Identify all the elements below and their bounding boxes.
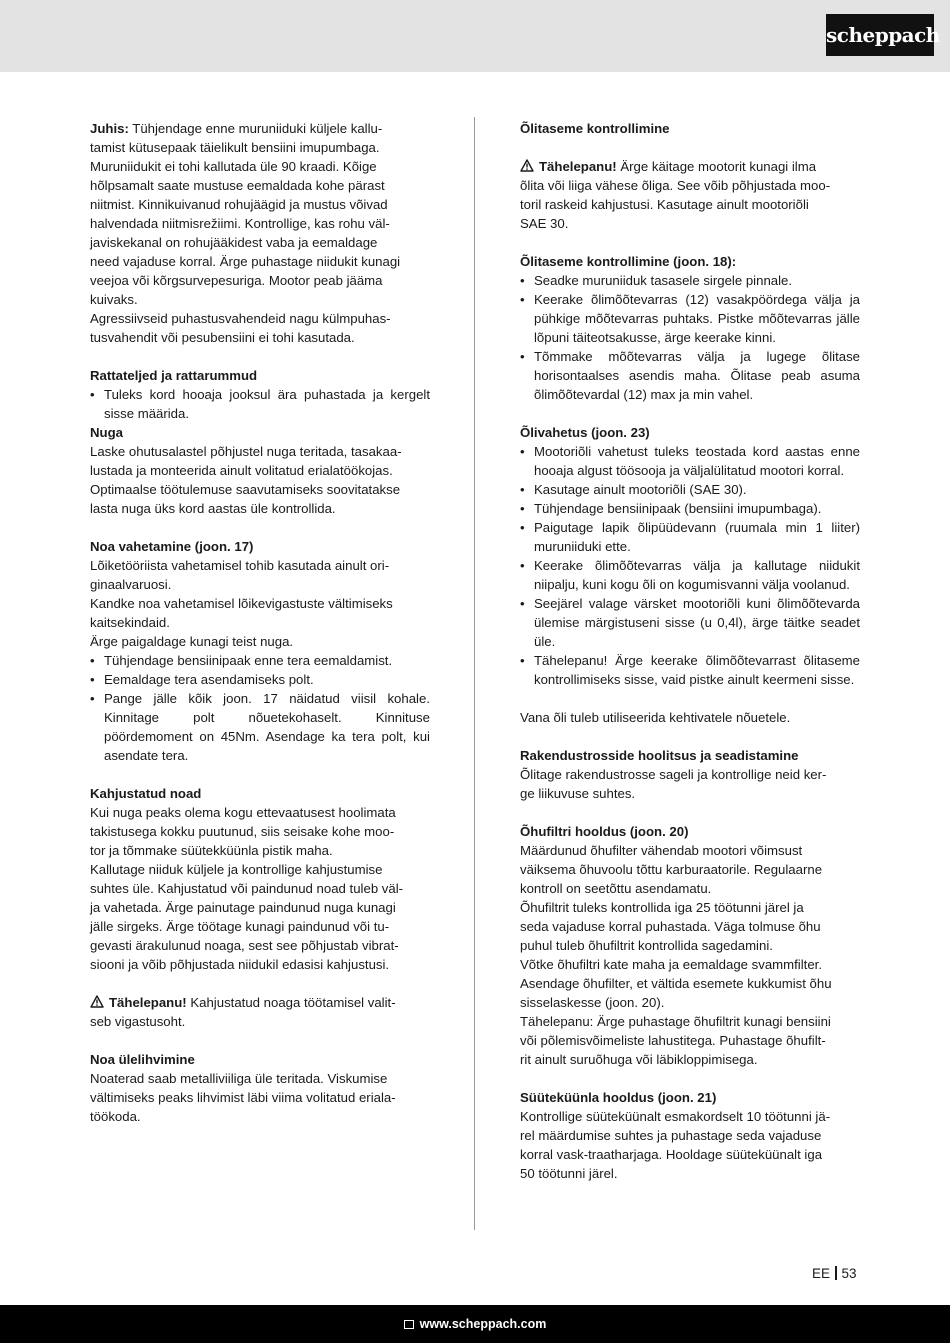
section-heading: Noa vahetamine (joon. 17) [90,539,254,554]
text-line: väiksema õhuvoolu tõttu karburaatorile. Regulaarne [520,862,823,877]
text-line: Kandke noa vahetamisel lõikevigastuste vältimiseks [90,596,393,611]
text-line: niitmist. Kinnikuivanud rohujäägid ja mustus võivad [90,197,388,212]
text-line: Kui nuga peaks olema kogu ettevaatusest hoolimata [90,805,396,820]
warning-icon [90,995,104,1008]
text-line: kuivaks. [90,292,138,307]
text-line: Kahjustatud noaga töötamisel valit- [186,995,396,1010]
text-line: vältimiseks peaks lihvimist läbi viima volitatud eriala- [90,1090,396,1105]
section-heading: Rattateljed ja rattarummud [90,368,258,383]
section-heading: Rakendustrosside hoolitsus ja seadistamine [520,748,799,763]
text-line: puhul tuleb õhufiltrit kontrollida sagedamini. [520,938,773,953]
text-line: ja vahetada. Ärge painutage paindunud nuga kunagi [90,900,396,915]
section-heading: Õlitaseme kontrollimine [520,121,670,136]
list-item: • Tühjendage bensiinipaak enne tera eemaldamist. [90,651,430,670]
paragraph [90,1069,430,1126]
list-item: • Seejärel valage värsket mootoriõli kuni õlimõõtevarda ülemise märgistuseni sisse (u 0,4l), ärge täitke seadet üle. [520,594,860,651]
text-line: Võtke õhufiltri kate maha ja eemaldage svammfilter. [520,957,822,972]
text-line: Laske ohutusalastel põhjustel nuga teritada, tasakaa- [90,444,402,459]
text-line: veejoa või kõrgsurvepesuriga. Mootor peab jääma [90,273,383,288]
bullet-list [90,651,430,765]
text-line: gevasti ärakulunud noaga, sest see põhjustab vibrat- [90,938,399,953]
text-line: Õlitage rakendustrosse sageli ja kontrollige neid ker- [520,767,827,782]
page-number-value: 53 [841,1266,857,1281]
paragraph [90,442,430,518]
text-line: seb vigastusoht. [90,1014,186,1029]
text-line: lasta nuga üks kord aastas üle kontrollida. [90,501,336,516]
text-line: korral vask-traatharjaga. Hooldage süüteküünalt iga [520,1147,823,1162]
text-line: hõlpsamalt saate mustuse eemaldada kohe pärast [90,178,385,193]
section-heading: Nuga [90,425,123,440]
text-line: sisselaskesse (joon. 20). [520,995,665,1010]
text-line: rit ainult suruõhuga või läbikloppimisega. [520,1052,758,1067]
text-line: õlita või liiga vähese õliga. See võib põhjustada moo- [520,178,831,193]
text-line: Optimaalse töötulemuse saavutamiseks soovitatakse [90,482,401,497]
warning-paragraph [90,993,430,1031]
bullet-list [520,271,860,404]
text-line: halvendada niitmisrežiimi. Kontrollige, kas rohu väl- [90,216,390,231]
text-line: Noaterad saab metalliviiliga üle teritada. Viskumise [90,1071,388,1086]
text-line: toril raskeid kahjustusi. Kasutage ainult mootoriõli [520,197,809,212]
text-line: kaitsekindaid. [90,615,170,630]
brand-logo: scheppach [826,14,934,56]
paragraph [520,765,860,803]
column-divider [474,117,475,1230]
text-line: Õhufiltrit tuleks kontrollida iga 25 töötunni järel ja [520,900,804,915]
text-line: 50 töötunni järel. [520,1166,618,1181]
text-line: Lõiketööriista vahetamisel tohib kasutada ainult ori- [90,558,390,573]
text-line: Kallutage niiduk küljele ja kontrollige kahjustumise [90,862,383,877]
text-line: seda vajaduse korral puhastada. Väga tolmuse õhu [520,919,821,934]
text-line: või põlemisvõimeliste lahustitega. Puhastage õhufilt- [520,1033,826,1048]
text-line: kontroll on seetõttu asendamatu. [520,881,712,896]
text-line: rel määrdumise suhtes ja puhastage seda vajaduse [520,1128,822,1143]
text-line: Tühjendage enne muruniiduki küljele kallu- [128,121,383,136]
text-line: Agressiivseid puhastusvahendeid nagu külmpuhas- [90,311,391,326]
text-line: takistusega kokku puutunud, siis seisake kohe moo- [90,824,395,839]
section-heading: Õhufiltri hooldus (joon. 20) [520,824,689,839]
bullet-list [520,442,860,689]
text-line: Ärge paigaldage kunagi teist nuga. [90,634,294,649]
text-line: suhtes üle. Kahjustatud või paindunud noad tuleb väl- [90,881,404,896]
text-line: lustada ja monteerida ainult volitatud erialatöökojas. [90,463,393,478]
warning-icon [520,159,534,172]
text-line: Asendage õhufilter, et vältida esemete kukkumist õhu [520,976,832,991]
section-heading: Süüteküünla hooldus (joon. 21) [520,1090,717,1105]
juhis-label: Juhis: [90,121,129,136]
text-line: Ärge käitage mootorit kunagi ilma [616,159,817,174]
paragraph: Vana õli tuleb utiliseerida kehtivatele nõuetele. [520,710,791,725]
list-item: • Pange jälle kõik joon. 17 näidatud viisil kohale. Kinnitage polt nõuetekohaselt. Kinnituse pöördemoment on 45Nm. Asendage ka tera polt, kui asendate tera. [90,689,430,765]
list-item: • Seadke muruniiduk tasasele sirgele pinnale. [520,271,860,290]
text-line: tamist kütusepaak täielikult bensiini imupumbaga. [90,140,380,155]
list-item: • Keerake õlimõõtevarras välja ja kallutage niidukit niipalju, kuni kogu õli on kogumisvanni välja voolanud. [520,556,860,594]
paragraph [520,1107,860,1183]
warning-label: Tähelepanu! [539,159,617,174]
text-line: tusvahendit või pesubensiini ei tohi kasutada. [90,330,355,345]
section-heading: Õlitaseme kontrollimine (joon. 18): [520,254,737,269]
section-heading: Noa ülelihvimine [90,1052,195,1067]
right-column [520,119,860,1183]
text-line: Kontrollige süüteküünalt esmakordselt 10 töötunni jä- [520,1109,831,1124]
paragraph [90,803,430,974]
left-column [90,119,430,1126]
section-heading: Kahjustatud noad [90,786,202,801]
list-item: • Mootoriõli vahetust tuleks teostada kord aastas enne hooaja algust töösooja ja väljalülitatud mootori korral. [520,442,860,480]
list-item: • Paigutage lapik õlipüüdevann (ruumala min 1 liiter) muruniiduki ette. [520,518,860,556]
page-number [812,1264,857,1283]
warning-paragraph [520,157,860,233]
footer-band [0,1305,950,1343]
text-line: Tähelepanu: Ärge puhastage õhufiltrit kunagi bensiini [520,1014,831,1029]
bullet-list [90,385,430,423]
page-separator [835,1266,837,1280]
footer-url[interactable]: www.scheppach.com [419,1317,547,1331]
list-item: • Tähelepanu! Ärge keerake õlimõõtevarrast õlitaseme kontrollimiseks sisse, vaid pistke ainult keermeni sisse. [520,651,860,689]
list-item: • Kasutage ainult mootoriõli (SAE 30). [520,480,860,499]
section-heading: Õlivahetus (joon. 23) [520,425,650,440]
text-line: need vajaduse korral. Ärge puhastage niidukit kunagi [90,254,401,269]
list-item: • Tõmmake mõõtevarras välja ja lugege õlitase horisontaalses asendis maha. Õlitase peab asuma õlimõõtevardal (12) max ja min vahel. [520,347,860,404]
list-item: • Tuleks kord hooaja jooksul ära puhastada ja kergelt sisse määrida. [90,385,430,423]
text-line: töökoda. [90,1109,141,1124]
list-item: • Keerake õlimõõtevarras (12) vasakpöördega välja ja pühkige mõõtevarras puhtaks. Pistke mõõtevarras jälle lõpuni täiteotsakusse, ärge keerake kinni. [520,290,860,347]
text-line: SAE 30. [520,216,569,231]
header-band [0,0,950,72]
text-line: tor ja tõmmake süütekküünla pistik maha. [90,843,333,858]
paragraph [90,556,430,651]
page-lang: EE [812,1266,831,1281]
monitor-icon [404,1320,414,1329]
text-line: ginaalvaruosi. [90,577,172,592]
text-line: Määrdunud õhufilter vähendab mootori võimsust [520,843,803,858]
juhis-paragraph [90,119,430,347]
warning-label: Tähelepanu! [109,995,187,1010]
text-line: javiskekanal on rohujääkidest vaba ja eemaldage [90,235,378,250]
text-line: jälle sirgeks. Ärge töötage kunagi paindunud või tu- [90,919,390,934]
paragraph [520,841,860,1069]
list-item: • Tühjendage bensiinipaak (bensiini imupumbaga). [520,499,860,518]
text-line: Muruniidukit ei tohi kallutada üle 90 kraadi. Kõige [90,159,377,174]
text-line: ge liikuvuse suhtes. [520,786,636,801]
list-item: • Eemaldage tera asendamiseks polt. [90,670,430,689]
text-line: siooni ja võib põhjustada niidukil edasisi kahjustusi. [90,957,390,972]
